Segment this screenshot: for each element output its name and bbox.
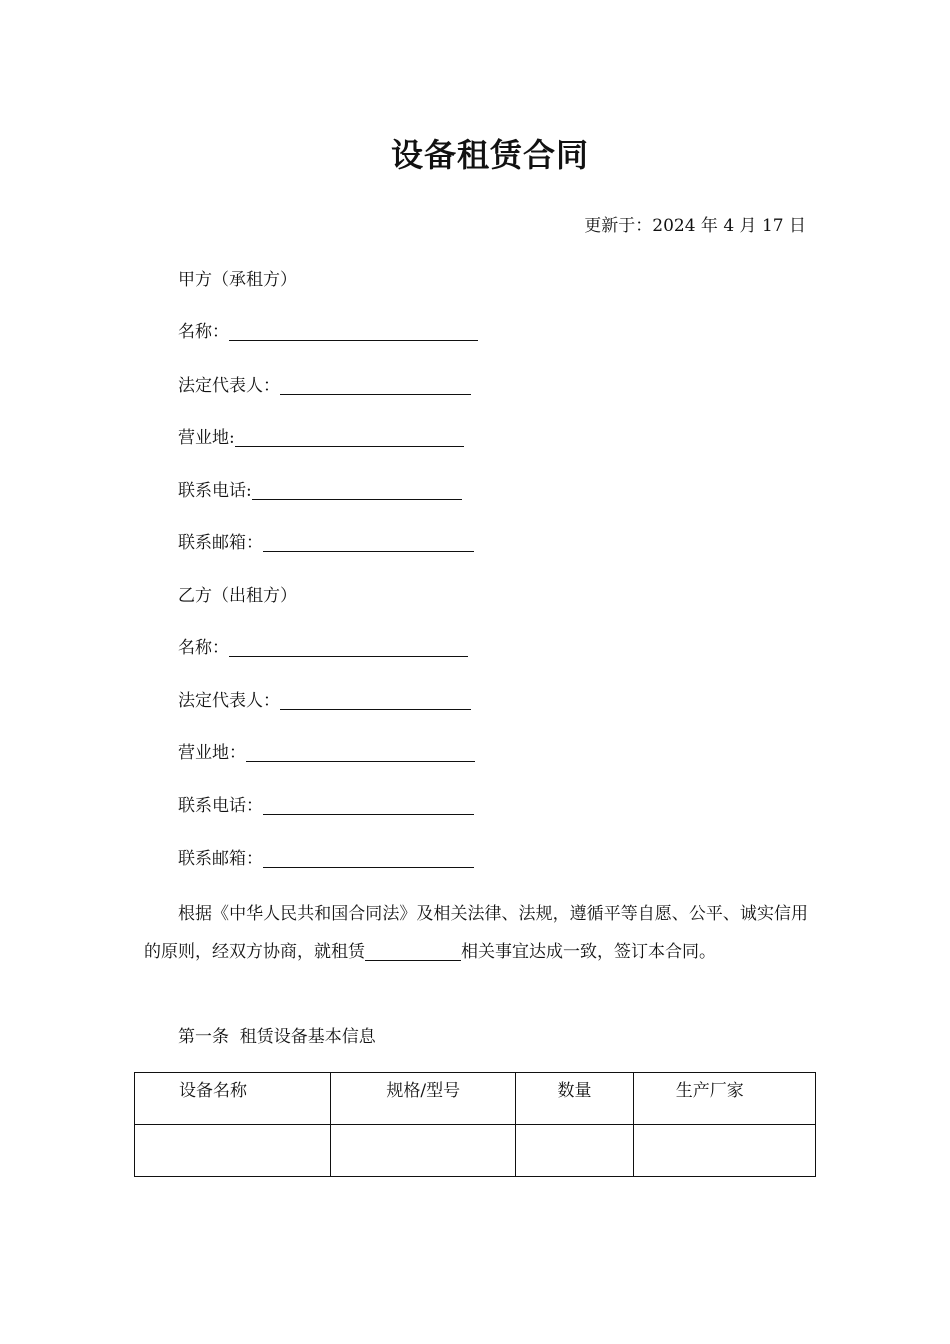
column-header-model: 规格/型号 <box>331 1073 516 1125</box>
party-b-email-label: 联系邮箱： <box>178 849 263 869</box>
party-b-heading-text: 乙方（出租方） <box>178 586 297 606</box>
party-b-name-row <box>178 633 468 658</box>
party-a-rep-label: 法定代表人： <box>178 376 280 396</box>
column-header-quantity: 数量 <box>516 1073 633 1125</box>
party-a-address-row <box>178 423 464 448</box>
table-header-row <box>135 1073 816 1125</box>
column-header-equipment-name: 设备名称 <box>135 1073 331 1125</box>
party-b-email-row <box>178 844 474 869</box>
party-a-name-row <box>178 317 478 342</box>
document-title: 设备租赁合同 <box>390 136 589 174</box>
table-row <box>135 1125 816 1177</box>
party-b-address-label: 营业地： <box>178 743 246 763</box>
party-a-email-field[interactable] <box>263 533 474 552</box>
party-a-email-label: 联系邮箱： <box>178 533 263 553</box>
party-b-name-label: 名称： <box>178 638 229 658</box>
party-b-email-field[interactable] <box>263 849 474 868</box>
party-a-heading-text: 甲方（承租方） <box>178 270 297 290</box>
table-cell-quantity[interactable] <box>516 1125 633 1177</box>
updated-date: 更新于：2024 年 4 月 17 日 <box>584 216 806 236</box>
party-a-phone-row <box>178 476 462 501</box>
party-a-name-field[interactable] <box>229 322 478 341</box>
party-a-heading <box>178 265 297 290</box>
party-b-phone-label: 联系电话： <box>178 796 263 816</box>
column-header-manufacturer: 生产厂家 <box>633 1073 815 1125</box>
party-b-name-field[interactable] <box>229 638 468 657</box>
party-b-phone-field[interactable] <box>263 796 474 815</box>
table-cell-manufacturer[interactable] <box>633 1125 815 1177</box>
party-b-phone-row <box>178 791 474 816</box>
preamble-paragraph <box>144 895 808 971</box>
party-a-email-row <box>178 528 474 553</box>
party-b-heading <box>178 581 297 606</box>
preamble-text-end: 相关事宜达成一致，签订本合同。 <box>461 942 716 962</box>
lease-subject-field[interactable] <box>365 942 461 961</box>
party-b-address-field[interactable] <box>246 743 475 762</box>
table-cell-model[interactable] <box>331 1125 516 1177</box>
party-a-phone-label: 联系电话: <box>178 481 252 501</box>
party-b-rep-row <box>178 686 471 711</box>
party-b-rep-field[interactable] <box>280 691 471 710</box>
party-a-phone-field[interactable] <box>252 481 462 500</box>
party-a-name-label: 名称： <box>178 322 229 342</box>
article-1-heading: 第一条 租赁设备基本信息 <box>178 1027 376 1047</box>
preamble-text-start: 根据《中华人民共和国合同法》及相关法律、法规，遵循平等自愿、公平、诚实信用的原则，经双方协商，就租赁 <box>144 904 808 962</box>
party-a-rep-row <box>178 371 471 396</box>
table-cell-equipment-name[interactable] <box>135 1125 331 1177</box>
party-a-rep-field[interactable] <box>280 376 471 395</box>
party-b-address-row <box>178 738 475 763</box>
party-a-address-field[interactable] <box>235 428 464 447</box>
party-b-rep-label: 法定代表人： <box>178 691 280 711</box>
party-a-address-label: 营业地: <box>178 428 235 448</box>
equipment-table <box>134 1072 816 1177</box>
